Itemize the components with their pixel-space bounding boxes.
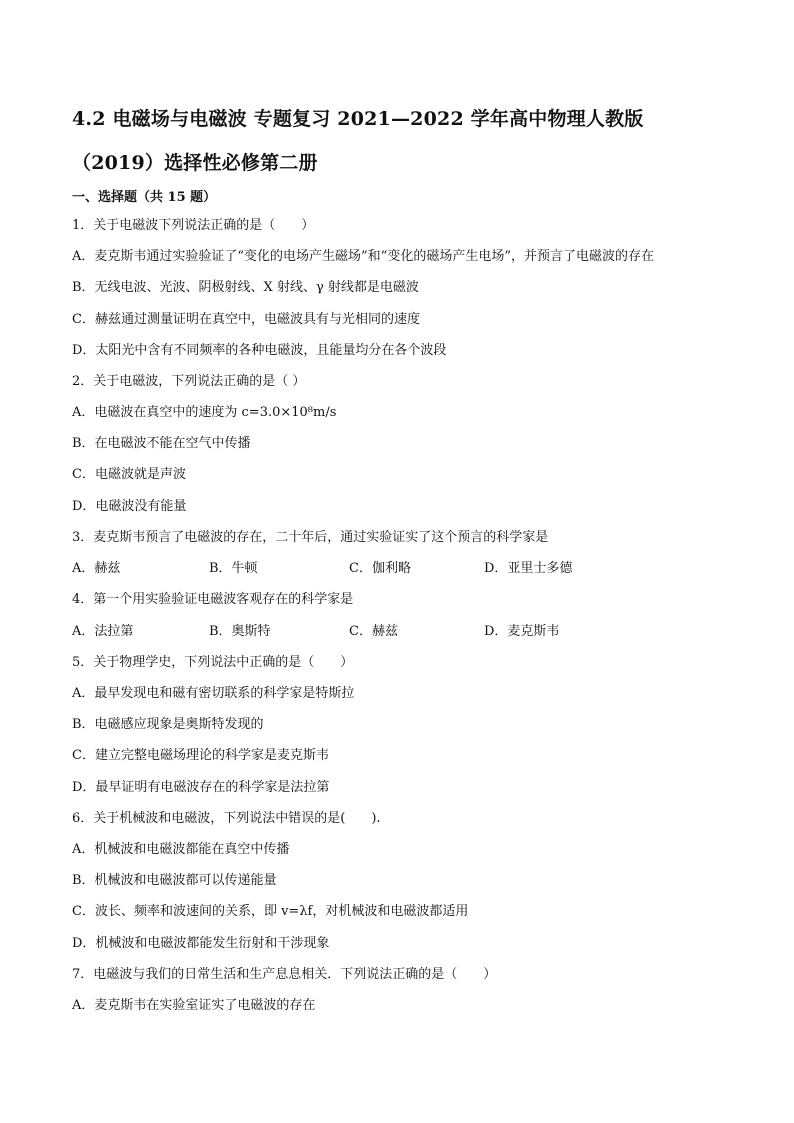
question-6-option-c: C．波长、频率和波速间的关系，即 v=λf，对机械波和电磁波都适用 — [72, 904, 469, 919]
question-1-option-b: B．无线电波、光波、阴极射线、X 射线、γ 射线都是电磁波 — [72, 280, 419, 295]
question-6-option-b: B．机械波和电磁波都可以传递能量 — [72, 873, 277, 888]
question-1-option-c: C．赫兹通过测量证明在真空中，电磁波具有与光相同的速度 — [72, 312, 420, 327]
question-4-stem: 4．第一个用实验验证电磁波客观存在的科学家是 — [72, 592, 354, 607]
question-2-option-a: A．电磁波在真空中的速度为 c=3.0×10⁸m/s — [72, 405, 337, 420]
section-heading: 一、选择题（共 15 题） — [72, 190, 217, 205]
question-4-option-b: B．奥斯特 — [209, 624, 271, 639]
question-3-option-b: B．牛顿 — [209, 561, 258, 576]
question-6-option-d: D．机械波和电磁波都能发生衍射和干涉现象 — [72, 936, 330, 951]
question-6-option-a: A．机械波和电磁波都能在真空中传播 — [72, 842, 290, 857]
question-3-option-d: D．亚里士多德 — [484, 561, 573, 576]
question-2-stem: 2．关于电磁波，下列说法正确的是（ ） — [72, 374, 306, 389]
question-7-option-a: A．麦克斯韦在实验室证实了电磁波的存在 — [72, 998, 316, 1013]
question-1-option-d: D．太阳光中含有不同频率的各种电磁波，且能量均分在各个波段 — [72, 343, 447, 358]
document-title-line-2: （2019）选择性必修第二册 — [72, 152, 318, 174]
question-5-option-d: D．最早证明有电磁波存在的科学家是法拉第 — [72, 780, 330, 795]
question-1-stem: 1．关于电磁波下列说法正确的是（ ） — [72, 218, 315, 233]
question-3-option-c: C．伽利略 — [349, 561, 411, 576]
question-4-option-d: D．麦克斯韦 — [484, 624, 560, 639]
question-1-option-a: A．麦克斯韦通过实验验证了“变化的电场产生磁场”和“变化的磁场产生电场”，并预言了电磁波的存在 — [72, 249, 654, 264]
question-4-option-a: A．法拉第 — [72, 624, 134, 639]
question-2-option-b: B．在电磁波不能在空气中传播 — [72, 436, 251, 451]
question-5-option-a: A．最早发现电和磁有密切联系的科学家是特斯拉 — [72, 686, 355, 701]
question-6-stem: 6．关于机械波和电磁波，下列说法中错误的是( ). — [72, 811, 381, 826]
question-5-stem: 5．关于物理学史，下列说法中正确的是（ ） — [72, 655, 354, 670]
question-7-stem: 7．电磁波与我们的日常生活和生产息息相关．下列说法正确的是（ ） — [72, 967, 497, 982]
question-2-option-d: D．电磁波没有能量 — [72, 499, 187, 514]
question-5-option-c: C．建立完整电磁场理论的科学家是麦克斯韦 — [72, 748, 329, 763]
document-title-line-1: 4.2 电磁场与电磁波 专题复习 2021—2022 学年高中物理人教版 — [72, 108, 644, 130]
question-3-stem: 3．麦克斯韦预言了电磁波的存在，二十年后，通过实验证实了这个预言的科学家是 — [72, 530, 549, 545]
question-4-option-c: C．赫兹 — [349, 624, 398, 639]
question-5-option-b: B．电磁感应现象是奥斯特发现的 — [72, 717, 264, 732]
question-2-option-c: C．电磁波就是声波 — [72, 467, 186, 482]
question-3-option-a: A．赫兹 — [72, 561, 121, 576]
